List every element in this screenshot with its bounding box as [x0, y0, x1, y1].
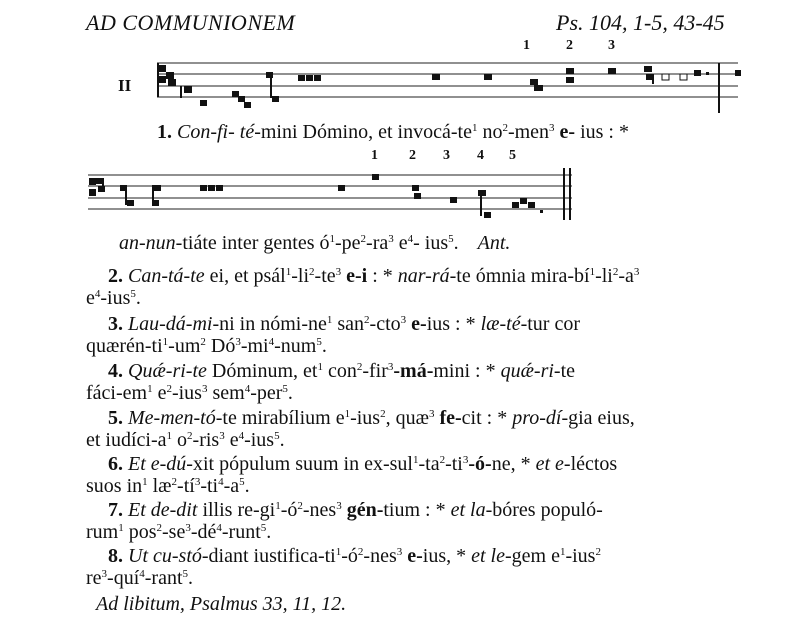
verse-7-line-2: rum$^1$ $pos^2-se^3-dé^4-runt^5$. [86, 521, 272, 543]
verse-5-line-2: et iudíci-$a^1$ $o^2-ris^3$ $e^4-ius^5$. [86, 429, 285, 451]
verse-7-line-1: 7. Et de-dit illis $re-gi^1-ó^2-nes^3$ gén-tium : * et la-bóres populó- [108, 499, 603, 521]
verse-3-line-2: quærén-$ti^1-um^2$ $Dó^3-mi^4-num^5$. [86, 335, 327, 357]
page-title: AD COMMUNIONEM [86, 10, 296, 35]
lyrics-line-2: an-nun-tiáte inter gentes $ó^1-pe^2-ra^3$ $e^4-$ ius$^5$. Ant. [119, 232, 511, 254]
footer-note: Ad libitum, Psalmus 33, 11, 12. [96, 593, 347, 615]
verse-6-line-2: suos $in^1$ $læ^2-tí^3-ti^4-a^5$. [86, 475, 250, 497]
staff2-number-3: 3 [443, 148, 450, 163]
verse-2-line-2: $e^4-ius^5$. [86, 287, 141, 309]
verse-2-line-1: 2. Can-tá-te ei, et $psál^1-li^2-te^3$ e-i : * nar-rá-te ómnia mira-$bí^1-li^2-a^3$ [108, 265, 640, 287]
lyrics-line-1: 1. Con-fi- té-mini Dómino, et invocá-$te^1$ $no^2-men^3$ e- ius : * [157, 121, 629, 143]
verse-8-line-1: 8. Ut cu-stó-diant iustifica-$ti^1-ó^2-nes^3$ e-ius, * et le-gem $e^1-ius^2$ [108, 545, 601, 567]
mode-number: II [118, 76, 132, 95]
psalm-reference: Ps. 104, 1-5, 43-45 [556, 10, 725, 35]
staff2-number-2: 2 [409, 148, 416, 163]
staff1-number-1: 1 [523, 38, 530, 53]
staff2-number-1: 1 [371, 148, 378, 163]
staff1-number-3: 3 [608, 38, 615, 53]
verse-8-line-2: $re^3-quí^4-rant^5$. [86, 567, 194, 589]
staff1-number-2: 2 [566, 38, 573, 53]
staff2-number-5: 5 [509, 148, 516, 163]
staff2-number-4: 4 [477, 148, 484, 163]
verse-5-line-1: 5. Me-men-tó-te mirabílium $e^1-ius^2$, quæ$^3$ fe-cit : * pro-dí-gia eius, [108, 407, 635, 429]
verse-4-line-2: fáci-$em^1$ $e^2-ius^3$ sem$^4$-per$^5$. [86, 382, 293, 404]
verse-3-line-1: 3. Lau-dá-mi-ni in nómi-$ne^1$ san$^2$-cto$^3$ e-ius : * læ-té-tur cor [108, 313, 581, 335]
verse-6-line-1: 6. Et e-dú-xit pópulum suum in $ex-sul^1-ta^2-ti^3-ó-ne$, * et e-léctos [108, 453, 618, 475]
verse-4-line-1: 4. Quǽ-ri-te Dóminum, $et^1$ con$^2$-fir$^3$-má-mini : * quǽ-ri-te [108, 360, 576, 382]
